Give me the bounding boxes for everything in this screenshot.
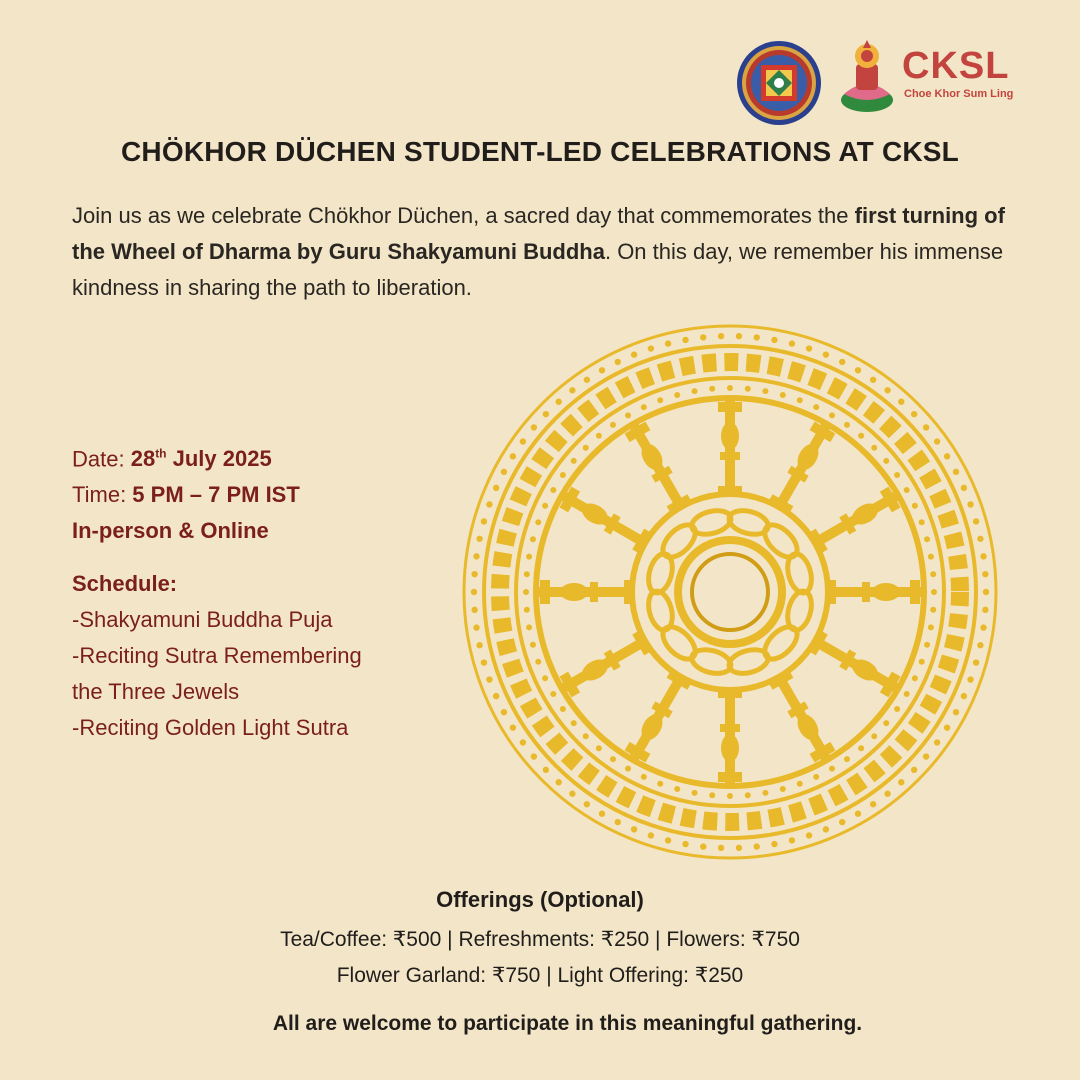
wheel-bead [980, 553, 986, 559]
wheel-bead [523, 589, 529, 595]
wheel-bead [610, 422, 616, 428]
wheel-bead [823, 826, 829, 832]
wheel-bead [709, 386, 715, 392]
wheel-bead [855, 811, 861, 817]
wheel-bead [641, 404, 647, 410]
wheel-bead [919, 659, 925, 665]
wheel-bead [928, 554, 934, 560]
wheel-bead [806, 345, 812, 351]
wheel-bead [520, 739, 526, 745]
wheel-bead [692, 388, 698, 394]
wheel-bead [977, 642, 983, 648]
wheel-bead [884, 791, 890, 797]
wheel-bead [665, 340, 671, 346]
wheel-bead [754, 334, 760, 340]
wheel-bead [560, 706, 566, 712]
wheel-bead [884, 387, 890, 393]
schedule-item: -Reciting Sutra Remembering [72, 643, 362, 668]
offerings-title: Offerings (Optional) [436, 887, 644, 912]
wheel-bead [894, 706, 900, 712]
welcome-message: All are welcome to participate in this meaningful gathering. [272, 1012, 863, 1035]
wheel-bead [727, 793, 733, 799]
wheel-bead [858, 745, 864, 751]
wheel-bead [898, 779, 904, 785]
wheel-lotus-petal [726, 646, 770, 678]
wheel-spoke [558, 631, 651, 699]
wheel-spoke [538, 580, 632, 604]
wheel-bead [510, 453, 516, 459]
wheel-bead [692, 790, 698, 796]
wheel-bead [556, 399, 562, 405]
wheel-bead [911, 767, 917, 773]
logo-area [730, 34, 1030, 114]
wheel-bead [771, 841, 777, 847]
schedule-title: Schedule: [72, 571, 178, 596]
wheel-bead [806, 832, 812, 838]
wheel-bead [524, 607, 530, 613]
wheel-bead [625, 766, 631, 772]
wheel-bead [904, 691, 910, 697]
wheel-bead [625, 412, 631, 418]
wheel-bead [674, 392, 680, 398]
wheel-bead [973, 659, 979, 665]
wheel-bead [871, 733, 877, 739]
wheel-bead [584, 377, 590, 383]
wheel-bead [858, 433, 864, 439]
wheel-bead [569, 387, 575, 393]
wheel-bead [542, 675, 548, 681]
mode-line: In-person & Online [72, 518, 269, 544]
wheel-bead [898, 399, 904, 405]
wheel-bead [476, 642, 482, 648]
wheel-bead [789, 837, 795, 843]
wheel-bead [709, 792, 715, 798]
time-value: 5 PM – 7 PM IST [132, 482, 300, 508]
wheel-bead [542, 503, 548, 509]
wheel-bead [894, 472, 900, 478]
wheel-bead [982, 571, 988, 577]
wheel-bead [883, 720, 889, 726]
wheel-bead [473, 553, 479, 559]
wheel-bead [813, 774, 819, 780]
schedule-item: -Shakyamuni Buddha Puja [72, 607, 333, 632]
wheel-bead [844, 756, 850, 762]
wheel-bead [700, 334, 706, 340]
intro-paragraph [72, 198, 1012, 306]
wheel-bead [599, 367, 605, 373]
wheel-bead [944, 724, 950, 730]
wheel-bead [471, 589, 477, 595]
wheel-bead [983, 589, 989, 595]
wheel-bead [924, 642, 930, 648]
schedule-item: -Reciting Golden Light Sutra [72, 715, 349, 740]
wheel-bead [911, 411, 917, 417]
date-suffix: th [155, 447, 167, 461]
wheel-bead [839, 359, 845, 365]
wheel-bead [823, 351, 829, 357]
wheel-bead [928, 624, 934, 630]
wheel-spoke [718, 690, 742, 784]
lotus-crest-icon [838, 38, 896, 114]
wheel-bead [789, 340, 795, 346]
wheel-bead [657, 397, 663, 403]
wheel-bead [953, 469, 959, 475]
wheel-bead [924, 536, 930, 542]
wheel-spoke [809, 486, 902, 554]
wheel-spoke [624, 420, 692, 513]
wheel-spoke [718, 400, 742, 494]
wheel-bead [583, 733, 589, 739]
wheel-bead [583, 445, 589, 451]
wheel-bead [481, 659, 487, 665]
wheel-bead [961, 693, 967, 699]
wheel-bead [871, 445, 877, 451]
wheel-bead [700, 843, 706, 849]
schedule-item: the Three Jewels [72, 679, 240, 704]
wheel-bead [813, 404, 819, 410]
wheel-spoke [769, 420, 837, 513]
wheel-bead [501, 469, 507, 475]
wheel-bead [727, 385, 733, 391]
wheel-bead [961, 485, 967, 491]
mandala-seal-icon [736, 40, 822, 126]
wheel-bead [486, 501, 492, 507]
time-label: Time: [72, 482, 133, 508]
wheel-bead [550, 487, 556, 493]
wheel-bead [550, 691, 556, 697]
wheel-bead [648, 345, 654, 351]
cksl-logo-text: CKSL [902, 45, 1010, 87]
wheel-bead [481, 518, 487, 524]
wheel-bead [631, 826, 637, 832]
wheel-spoke [809, 631, 902, 699]
wheel-bead [934, 438, 940, 444]
wheel-bead [745, 386, 751, 392]
wheel-bead [556, 779, 562, 785]
wheel-bead [615, 359, 621, 365]
wheel-bead [923, 424, 929, 430]
wheel-bead [953, 709, 959, 715]
wheel-bead [569, 791, 575, 797]
wheel-bead [631, 351, 637, 357]
wheel-bead [531, 424, 537, 430]
wheel-bead [501, 709, 507, 715]
wheel-hub-core [692, 554, 768, 630]
wheel-bead [745, 792, 751, 798]
wheel-spoke [624, 671, 692, 764]
wheel-bead [797, 397, 803, 403]
schedule-list [72, 602, 432, 746]
event-details [72, 436, 432, 549]
wheel-bead [780, 392, 786, 398]
wheel-bead [912, 675, 918, 681]
wheel-bead [476, 536, 482, 542]
cksl-logo-subtext: Choe Khor Sum Ling [904, 88, 1014, 100]
wheel-bead [797, 781, 803, 787]
wheel-bead [870, 801, 876, 807]
wheel-bead [736, 333, 742, 339]
wheel-bead [931, 589, 937, 595]
wheel-bead [535, 519, 541, 525]
wheel-bead [524, 571, 530, 577]
wheel-bead [596, 745, 602, 751]
wheel-bead [486, 676, 492, 682]
wheel-bead [977, 536, 983, 542]
wheel-bead [912, 503, 918, 509]
wheel-bead [520, 438, 526, 444]
wheel-bead [829, 766, 835, 772]
wheel-bead [530, 642, 536, 648]
wheel-bead [493, 485, 499, 491]
dharma-wheel-icon [460, 322, 1000, 862]
date-line [72, 436, 432, 477]
wheel-bead [471, 571, 477, 577]
wheel-bead [780, 786, 786, 792]
intro-bold: first turning of the Wheel of Dharma by Guru Shakyamuni Buddha [72, 203, 1005, 264]
offerings-line-2: Flower Garland: ₹750 | Light Offering: ₹250 [336, 964, 744, 987]
wheel-bead [560, 472, 566, 478]
wheel-bead [543, 411, 549, 417]
wheel-bead [473, 624, 479, 630]
wheel-bead [531, 753, 537, 759]
wheel-bead [930, 571, 936, 577]
wheel-bead [493, 693, 499, 699]
wheel-spoke [828, 580, 922, 604]
wheel-bead [718, 333, 724, 339]
wheel-bead [718, 845, 724, 851]
wheel-bead [596, 433, 602, 439]
page-title: CHÖKHOR DÜCHEN STUDENT-LED CELEBRATIONS AT CKSL [121, 136, 959, 167]
wheel-bead [967, 676, 973, 682]
time-line [72, 477, 432, 513]
wheel-bead [771, 337, 777, 343]
wheel-bead [934, 739, 940, 745]
wheel-lotus-petal [645, 588, 677, 632]
offerings-line-1: Tea/Coffee: ₹500 | Refreshments: ₹250 | Flowers: ₹750 [280, 928, 800, 951]
wheel-bead [944, 453, 950, 459]
wheel-bead [610, 756, 616, 762]
wheel-bead [762, 388, 768, 394]
wheel-bead [870, 377, 876, 383]
wheel-bead [665, 837, 671, 843]
wheel-bead [510, 724, 516, 730]
intro-text-1: Join us as we celebrate Chökhor Düchen, a sacred day that commemorates the [72, 203, 855, 228]
wheel-spoke [769, 671, 837, 764]
wheel-bead [535, 659, 541, 665]
wheel-bead [682, 337, 688, 343]
wheel-bead [657, 781, 663, 787]
wheel-bead [930, 607, 936, 613]
wheel-bead [855, 367, 861, 373]
intro-text-2: . On this day, we remember his immense kindness in sharing the path to liberation. [72, 239, 1004, 300]
wheel-bead [762, 790, 768, 796]
wheel-bead [648, 832, 654, 838]
wheel-bead [584, 801, 590, 807]
wheel-bead [571, 720, 577, 726]
wheel-bead [526, 624, 532, 630]
date-rest: July 2025 [166, 446, 272, 472]
wheel-bead [615, 819, 621, 825]
date-day: 28 [130, 446, 156, 472]
wheel-bead [736, 845, 742, 851]
wheel-bead [471, 607, 477, 613]
wheel-bead [973, 518, 979, 524]
wheel-bead [967, 501, 973, 507]
date-label: Date: [72, 446, 131, 472]
wheel-bead [883, 458, 889, 464]
wheel-lotus-petal [784, 551, 816, 595]
wheel-bead [982, 607, 988, 613]
wheel-bead [526, 554, 532, 560]
wheel-bead [839, 819, 845, 825]
wheel-bead [829, 412, 835, 418]
wheel-bead [530, 536, 536, 542]
wheel-bead [980, 624, 986, 630]
wheel-bead [682, 841, 688, 847]
wheel-lotus-petal [689, 507, 733, 539]
wheel-bead [919, 519, 925, 525]
wheel-bead [674, 786, 680, 792]
wheel-bead [571, 458, 577, 464]
wheel-bead [543, 767, 549, 773]
wheel-bead [904, 487, 910, 493]
wheel-bead [599, 811, 605, 817]
wheel-spoke [558, 486, 651, 554]
wheel-bead [923, 753, 929, 759]
wheel-bead [754, 843, 760, 849]
wheel-bead [844, 422, 850, 428]
wheel-bead [641, 774, 647, 780]
